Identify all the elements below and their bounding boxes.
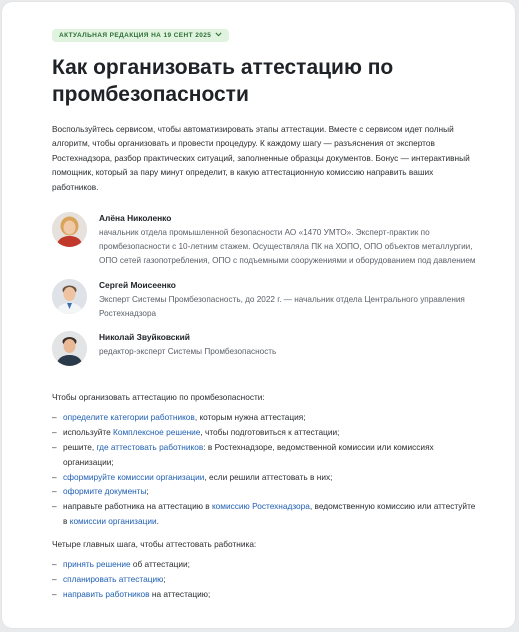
author-item: [52, 212, 480, 269]
list-item-text: об аттестации;: [130, 559, 190, 570]
link-organization-commission[interactable]: комиссии организации: [69, 516, 157, 527]
list-item-text: , которым нужна аттестация;: [194, 412, 306, 423]
avatar: [52, 279, 87, 314]
list-item: – определите категории работников, которым нужна аттестация;: [52, 412, 306, 423]
link-categories[interactable]: определите категории работников: [63, 412, 195, 423]
author-name: Алёна Николенко: [99, 213, 172, 224]
list-item: – направить работников на аттестацию;: [52, 588, 211, 599]
link-rostekhnadzor-commission[interactable]: комиссию Ростехнадзора: [211, 501, 310, 512]
list-item-text: , ведомственную комиссию или аттестуйте в: [63, 501, 476, 527]
link-decision[interactable]: принять решение: [63, 559, 131, 570]
list-item-text: на аттестацию;: [149, 588, 211, 599]
author-description: Эксперт Системы Промбезопасность, до 2022 г. — начальник отдела Центрального управления Ростехнадзора: [99, 294, 465, 318]
list-item: – спланировать аттестацию;: [52, 574, 166, 585]
edition-badge[interactable]: [52, 29, 229, 42]
list-item: – принять решение об аттестации;: [52, 559, 190, 570]
edition-badge-label: АКТУАЛЬНАЯ РЕДАКЦИЯ НА 19 СЕНТ 2025: [59, 32, 212, 39]
link-where-attest[interactable]: где аттестовать работников: [96, 442, 204, 453]
list-item-text: ;: [146, 486, 149, 497]
list-item-text: , если решили аттестовать в них;: [204, 471, 333, 482]
author-name: Сергей Моисеенко: [99, 279, 176, 290]
article-card: [2, 2, 515, 628]
avatar: [52, 212, 87, 247]
list-item-text: направьте работника на аттестацию в: [63, 501, 212, 512]
author-description: редактор-эксперт Системы Промбезопасность: [99, 347, 277, 357]
authors-list: [52, 212, 480, 366]
link-send-workers[interactable]: направить работников: [63, 588, 150, 599]
main-steps-intro: Четыре главных шага, чтобы аттестовать работника:: [52, 538, 257, 549]
avatar: [52, 331, 87, 366]
article-content: [52, 24, 480, 602]
list-item-text: ;: [163, 574, 166, 585]
list-item-text: .: [156, 516, 159, 527]
author-description: начальник отдела промышленной безопасности АО «1470 УМТО». Эксперт-практик по промбезопасности с 10-летним стажем. Осуществляла ПК на ХОПО, ОПО объектов металлургии, ОПО сетей газопотребления, ОПО с подъемными сооружениями и оборудованием под давлением: [99, 228, 476, 266]
list-item-text: , чтобы подготовиться к аттестации;: [200, 427, 340, 438]
list-item-text: используйте: [63, 427, 113, 438]
author-item: [52, 331, 480, 366]
list-item: – используйте Комплексное решение, чтобы подготовиться к аттестации;: [52, 427, 340, 438]
list-item: – оформите документы;: [52, 486, 149, 497]
list-item-text: : в Ростехнадзоре, ведомственной комиссии или комиссиях организации;: [63, 442, 434, 467]
list-item: – направьте работника на аттестацию в комиссию Ростехнадзора, ведомственную комиссию или аттестуйте в комиссии организации.: [52, 501, 476, 527]
list-item-text: решите,: [63, 442, 97, 453]
link-form-commissions[interactable]: сформируйте комиссии организации: [63, 471, 205, 482]
steps-intro: Чтобы организовать аттестацию по промбезопасности:: [52, 392, 265, 403]
link-plan[interactable]: спланировать аттестацию: [63, 574, 164, 585]
list-item: – решите, где аттестовать работников: в Ростехнадзоре, ведомственной комиссии или комиссиях организации;: [52, 442, 434, 467]
list-item: – сформируйте комиссии организации, если решили аттестовать в них;: [52, 471, 333, 482]
author-item: [52, 279, 480, 321]
link-documents[interactable]: оформите документы: [63, 486, 147, 497]
author-name: Николай Звуйковский: [99, 332, 190, 343]
steps-list: [52, 410, 480, 528]
main-steps-list: [52, 557, 480, 601]
chevron-down-icon: [215, 32, 222, 39]
link-complex-solution[interactable]: Комплексное решение: [113, 427, 201, 438]
page-title: Как организовать аттестацию по промбезопасности: [52, 56, 394, 106]
intro-paragraph: Воспользуйтесь сервисом, чтобы автоматизировать этапы аттестации. Вместе с сервисом идет полный алгоритм, чтобы организовать и провести процедуру. К каждому шагу — разъяснения от экспертов Ростехнадзора, разбор практических ситуаций, заполненные образцы документов. Бонус — интерактивный помощник, который за пару минут определит, в какую аттестационную комиссию направить ваших работников.: [52, 124, 470, 192]
